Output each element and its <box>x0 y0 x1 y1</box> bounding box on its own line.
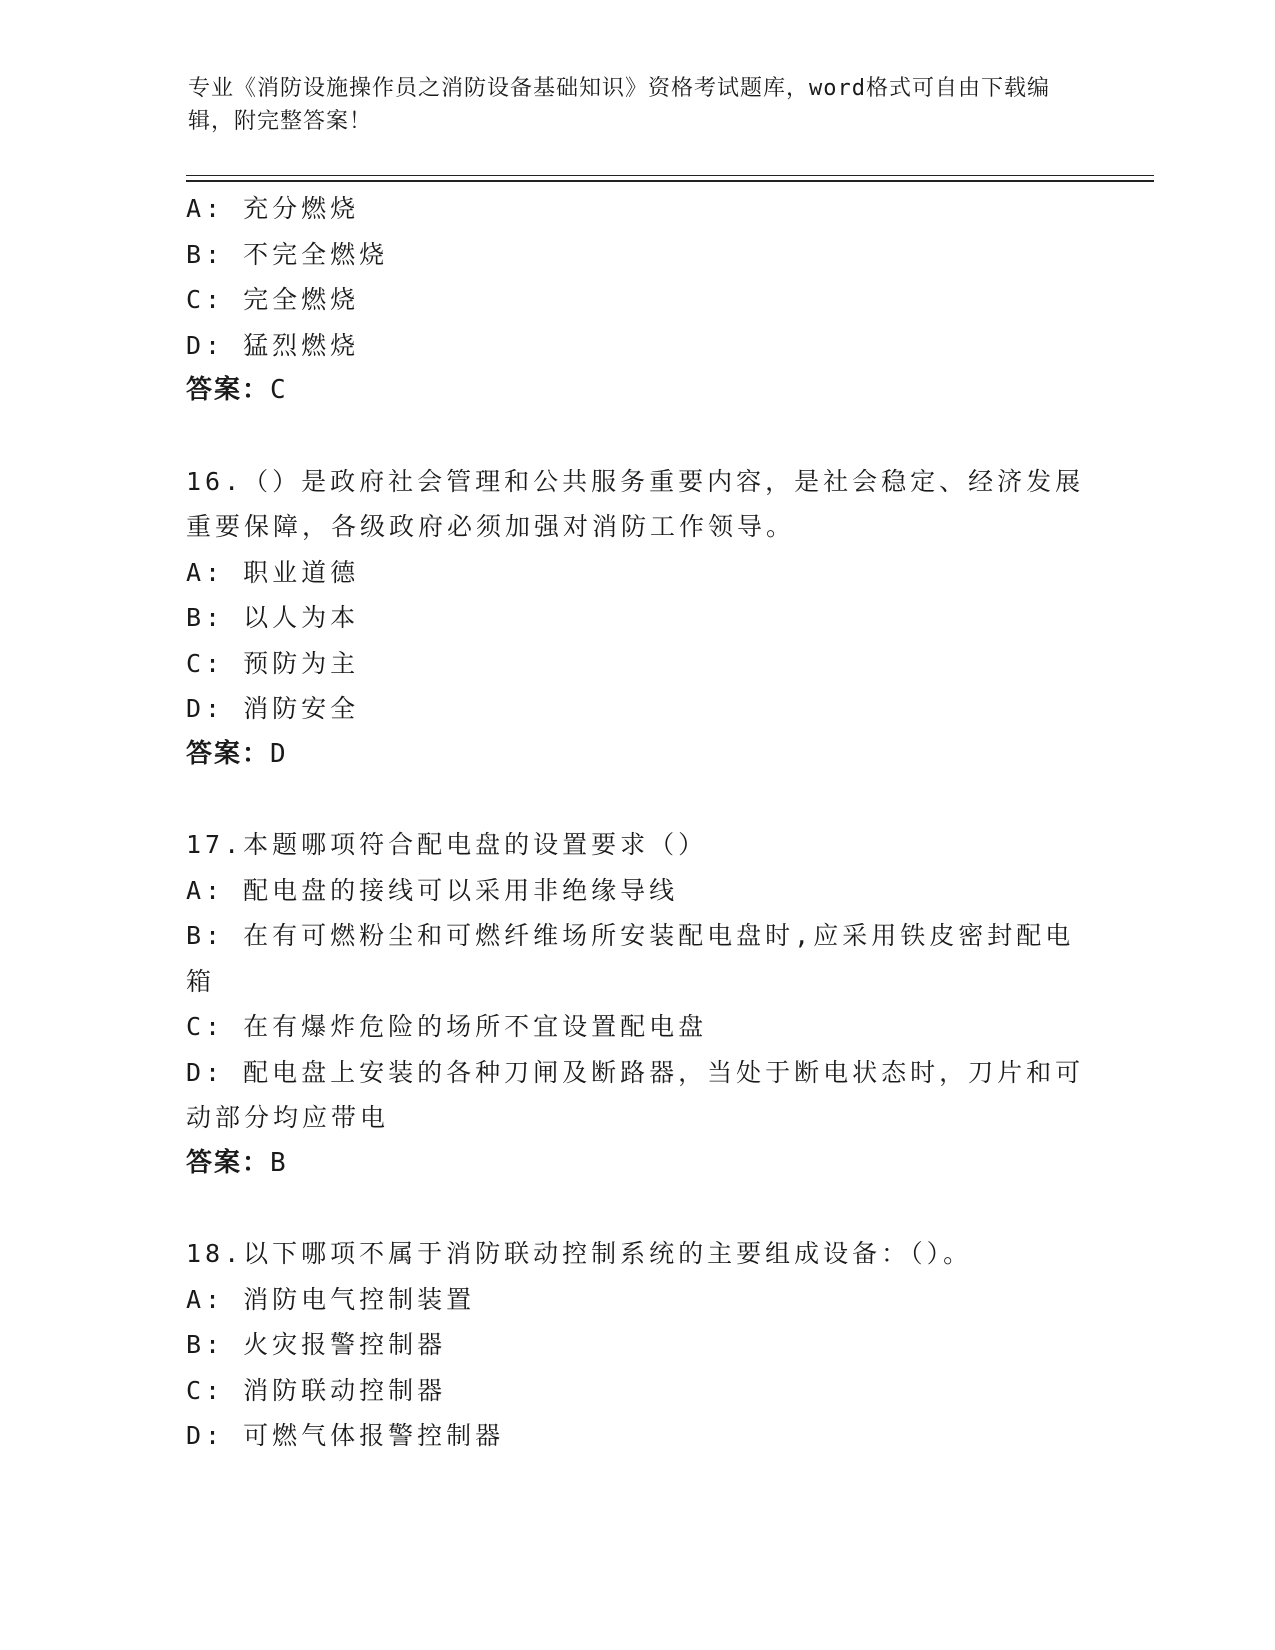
option-b: B: 火灾报警控制器 <box>186 1330 447 1359</box>
option-a: A: 充分燃烧 <box>186 194 360 223</box>
question-18 <box>186 1231 1086 1459</box>
question-stem: 16.（）是政府社会管理和公共服务重要内容，是社会稳定、经济发展重要保障，各级政府必须加强对消防工作领导。 <box>186 466 1085 541</box>
option-a: A: 配电盘的接线可以采用非绝缘导线 <box>186 875 679 905</box>
question-15 <box>186 186 1086 414</box>
option-a: A: 消防电气控制装置 <box>186 1284 476 1314</box>
question-16 <box>186 459 1086 778</box>
document-header: 专业《消防设施操作员之消防设备基础知识》资格考试题库，word格式可自由下载编辑，附完整答案！ <box>188 76 1050 134</box>
question-content <box>186 186 1086 1459</box>
question-stem: 18.以下哪项不属于消防联动控制系统的主要组成设备：（）。 <box>186 1239 973 1268</box>
header-rule-thick <box>186 180 1154 182</box>
answer-line <box>186 368 1086 414</box>
option-c: C: 预防为主 <box>186 648 360 678</box>
answer-value: B <box>270 1147 288 1178</box>
answer-value: D <box>270 738 288 769</box>
option-d: D: 猛烈燃烧 <box>186 330 360 360</box>
header-rule-thin <box>186 175 1154 176</box>
option-b: B: 以人为本 <box>186 603 360 632</box>
option-c: C: 在有爆炸危险的场所不宜设置配电盘 <box>186 1012 708 1041</box>
option-b: B: 在有可燃粉尘和可燃纤维场所安装配电盘时,应采用铁皮密封配电箱 <box>186 921 1075 996</box>
option-d: D: 可燃气体报警控制器 <box>186 1421 505 1450</box>
option-b: B: 不完全燃烧 <box>186 239 389 269</box>
answer-label: 答案： <box>186 1147 271 1178</box>
answer-label: 答案： <box>186 375 271 405</box>
answer-line <box>186 732 1086 778</box>
question-17 <box>186 822 1086 1186</box>
answer-line <box>186 1141 1086 1187</box>
option-c: C: 完全燃烧 <box>186 285 360 314</box>
option-c: C: 消防联动控制器 <box>186 1375 447 1405</box>
option-d: D: 消防安全 <box>186 694 360 723</box>
question-stem: 17.本题哪项符合配电盘的设置要求（） <box>186 830 708 859</box>
answer-value: C <box>270 375 288 405</box>
option-a: A: 职业道德 <box>186 557 360 587</box>
option-d: D: 配电盘上安装的各种刀闸及断路器，当处于断电状态时，刀片和可动部分均应带电 <box>186 1057 1085 1132</box>
answer-label: 答案： <box>186 738 271 769</box>
